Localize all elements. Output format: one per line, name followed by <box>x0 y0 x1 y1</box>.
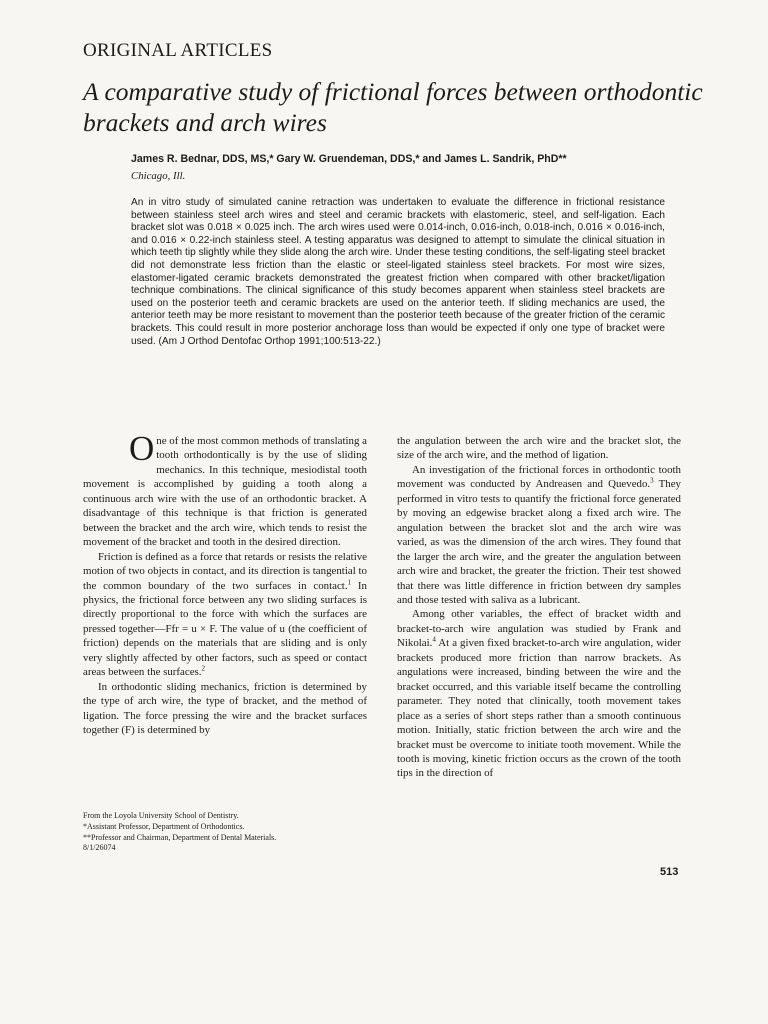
paragraph <box>83 429 367 550</box>
paragraph-text: An investigation of the frictional forces in orthodontic tooth movement was conducted by Andreasen and Quevedo. <box>397 463 681 491</box>
paragraph-text: the angulation between the arch wire and the bracket slot, the size of the arch wire, and the method of ligation. <box>397 435 681 462</box>
abstract-text: An in vitro study of simulated canine retraction was undertaken to evaluate the difference in frictional resistance between stainless steel arch wires and steel and ceramic brackets with elastomeric, steel, and self-ligation. Each bracket slot was 0.018 × 0.025 inch. The arch wires used were 0.014-inch, 0.016-inch, 0.018-inch, 0.016 × 0.016-inch, and 0.016 × 0.22-inch stainless steel. A testing apparatus was designed to attempt to simulate the clinical situation in which teeth tip slightly while they slide along the arch wire. Under these testing conditions, the self-ligating steel bracket did not demonstrate less friction than the elastic or steel-ligated stainless steel brackets. For most wire sizes, elastomer-ligated ceramic brackets demonstrated the greatest friction when compared with other bracket/ligation technique combinations. The clinical significance of this study becomes apparent when stainless steel brackets are used on the posterior teeth and ceramic brackets are used on the anterior teeth. If sliding mechanics are used, the anterior teeth may be more resistant to movement than the posterior teeth because of the greater friction of the ceramic brackets. This could result in more posterior anchorage loss than would be expected if only one type of bracket were used. <box>131 197 665 347</box>
paragraph <box>397 463 681 608</box>
abstract <box>131 197 665 348</box>
drop-cap: O <box>129 429 155 468</box>
citation: (Am J Orthod Dentofac Orthop 1991;100:513-22.) <box>158 335 381 347</box>
paragraph-text: At a given fixed bracket-to-arch wire angulation, wider brackets produced more friction than narrow brackets. As angulations were increased, binding between the wire and the bracket occurred, and this variable itself became the controlling parameter. They noted that clinically, tooth movement takes place as a series of short steps rather than a smooth continuous motion. Initially, static friction between the arch wire and the bracket must be overcome to initiate tooth movement. While the tooth is moving, kinetic friction occurs as the crown of the tooth tips in the direction of <box>397 637 681 780</box>
footnote: 8/1/26074 <box>83 843 116 853</box>
reference-marker: 4 <box>432 635 436 644</box>
footnote: From the Loyola University School of Dentistry. <box>83 811 239 820</box>
paragraph-text: ne of the most common methods of translating a tooth orthodontically is by the use of sliding mechanics. In this technique, mesiodistal tooth movement is accomplished by guiding a tooth along a continuous arch wire with the use of an orthodontic bracket. A disadvantage of this technique is that friction is generated between the bracket and the arch wire, which tends to resist the movement of the bracket and tooth in the desired direction. <box>83 435 367 549</box>
paragraph-text: In physics, the frictional force between any two sliding surfaces is directly proportional to the force with which the surfaces are pressed together—Ffr = u × F. The value of u (the coefficient of friction) depends on the materials that are sliding and is only very slightly affected by other factors, such as speed or contact areas between the surfaces. <box>83 579 368 679</box>
left-column <box>83 429 368 738</box>
reference-marker: 3 <box>650 476 654 485</box>
page-number: 513 <box>660 866 679 878</box>
author-location: Chicago, Ill. <box>131 170 186 182</box>
paragraph <box>397 607 681 780</box>
paragraph <box>83 680 367 738</box>
section-label: ORIGINAL ARTICLES <box>83 40 273 61</box>
paragraph-text: Among other variables, the effect of bracket width and bracket-to-arch wire angulation was studied by Frank and Nikolai. <box>397 608 681 650</box>
footnote: *Assistant Professor, Department of Orthodontics. <box>83 821 245 831</box>
article-title: A comparative study of frictional forces between orthodontic brackets and arch wires <box>83 77 703 137</box>
footnotes <box>83 811 367 854</box>
right-column <box>397 434 681 781</box>
paragraph <box>397 434 681 463</box>
paragraph-text: Friction is defined as a force that retards or resists the relative motion of two objects in contact, and its direction is tangential to the common boundary of the two surfaces in contact. <box>83 550 367 592</box>
paragraph-text: In orthodontic sliding mechanics, friction is determined by the type of arch wire, the type of bracket, and the method of ligation. The force pressing the wire and the bracket surfaces together (F) is determined by <box>83 680 367 737</box>
paragraph <box>83 550 367 680</box>
footnote: **Professor and Chairman, Department of Dental Materials. <box>83 832 277 842</box>
author-list: James R. Bednar, DDS, MS,* Gary W. Gruendeman, DDS,* and James L. Sandrik, PhD** <box>131 153 567 165</box>
paragraph-text: They performed in vitro tests to quantify the frictional force generated by moving an edgewise bracket along a fixed arch wire. The angulation between the bracket slot and the arch wire was varied, as was the dimension of the arch wires. They found that the larger the arch wire, and the greater the angulation between arch wire and bracket, the greater the friction. Their test showed that there was little difference in friction between dry samples and those tested with saliva as a lubricant. <box>397 478 681 606</box>
reference-marker: 1 <box>347 577 352 586</box>
reference-marker: 2 <box>201 664 206 673</box>
